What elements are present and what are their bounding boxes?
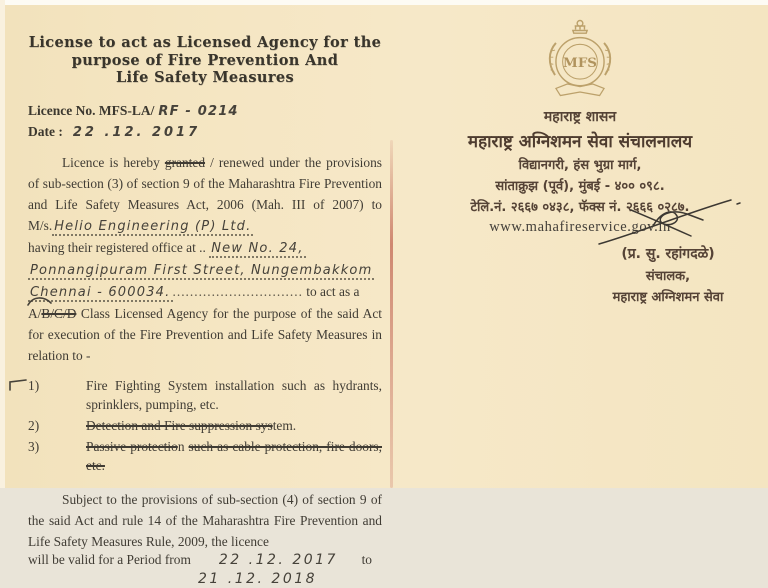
class-selection <box>28 306 76 321</box>
list-item-3-number: 3) <box>28 438 40 454</box>
mfs-crest-emblem <box>541 18 619 100</box>
letterhead-website: www.mahafireservice.gov.in <box>489 219 671 235</box>
address-handwritten-line2: Ponnangipuram First Street, Nungembakkom <box>30 262 373 278</box>
title-line-1: License to act as Licensed Agency for the <box>28 34 382 51</box>
list-item-2-struck-text: Detection and Fire suppression sys <box>86 417 273 433</box>
list-gap <box>56 376 86 414</box>
dotted-leader: .............................. <box>172 283 303 299</box>
licence-text-column <box>28 34 382 588</box>
licence-date-label: Date : <box>28 123 63 139</box>
government-line: महाराष्ट्र शासन <box>543 109 617 125</box>
list-item-2 <box>28 416 382 435</box>
title-line-2: purpose of Fire Prevention And <box>71 51 339 69</box>
valid-to-date-handwritten: 21 .12. 2018 <box>198 570 318 587</box>
list-item-2-text <box>86 416 382 435</box>
directorate-title: महाराष्ट्र अग्निशमन सेवा संचालनालय <box>467 132 693 152</box>
page-fold-line <box>390 140 393 488</box>
letterhead-phone-fax: टेलि.नं. २६६७ ०४३८, फॅक्स नं. २६६६ ०२८७. <box>470 200 690 215</box>
measures-list <box>28 376 382 475</box>
list-item-3-plain-text: n <box>177 438 189 454</box>
page-title <box>28 34 382 87</box>
licence-number-handwritten-value: RF - 0214 <box>158 103 239 119</box>
handwritten-bracket-mark <box>8 378 28 394</box>
address-handwritten-line3: Chennai - 600034. <box>30 284 171 300</box>
list-item-1-number: 1) <box>28 377 40 393</box>
validity-lead-text: will be valid for a Period from <box>28 551 191 567</box>
list-gap <box>56 437 86 475</box>
scan-edge-top <box>0 0 768 5</box>
list-item-3-struck-text-1: Passive protectio <box>86 438 178 454</box>
emblem-monogram-text: MFS <box>563 55 597 72</box>
struck-word-granted: granted <box>164 154 206 170</box>
signatory-designation: संचालक, <box>645 269 691 284</box>
letterhead-address-line2: सांताक्रुझ (पूर्व), मुंबई - ४०० ०९८. <box>495 179 665 194</box>
licence-paragraph-2 <box>28 489 382 552</box>
act-as-text: to act as a <box>302 283 360 299</box>
to-word: to <box>361 551 372 567</box>
paragraph-1-continuation: / renewed under the provisions of sub-section (3) of section 9 of the Maharashtra Fire Prevention and Life Safety Measures Act, 2006 (Mah. III of 2007) to M/s. <box>28 154 382 233</box>
licence-date-handwritten-value: 22 .12. 2017 <box>72 124 201 140</box>
licence-number-row <box>28 103 382 119</box>
registered-office-lead: having their registered office at .. <box>28 239 206 255</box>
list-item-3-struck-text-2: such as cable protection, fire doors, etc. <box>86 438 382 473</box>
list-item-1 <box>28 376 382 414</box>
list-item-1-text: Fire Fighting System installation such as hydrants, sprinklers, pumping, etc. <box>86 377 382 412</box>
class-a-kept: A/ <box>28 305 42 321</box>
company-name-handwritten: Helio Engineering (P) Ltd. <box>54 218 252 234</box>
list-item-2-number: 2) <box>28 417 40 433</box>
class-bcd-struck: B/C/D <box>41 305 77 321</box>
licence-date-row <box>28 124 382 140</box>
list-item-3-text <box>86 437 382 475</box>
list-gap <box>56 416 86 435</box>
validity-end-row <box>28 570 382 588</box>
valid-from-date-handwritten: 22 .12. 2017 <box>218 551 338 568</box>
list-item-2-plain-text: tem. <box>272 417 297 433</box>
paragraph-1-lead: Licence is hereby <box>62 154 165 170</box>
signature-block <box>575 200 761 305</box>
signatory-organisation: महाराष्ट्र अग्निशमन सेवा <box>612 290 724 305</box>
title-line-3: Life Safety Measures <box>115 69 295 86</box>
validity-period-row <box>28 552 382 568</box>
class-sentence-rest: Class Licensed Agency for the purpose of the said Act for execution of the Fire Prevention and Life Safety Measures in relation to - <box>28 305 382 363</box>
scan-edge-left <box>0 0 5 488</box>
paragraph-2-text: Subject to the provisions of sub-section (4) of section 9 of the said Act and rule 14 of the Maharashtra Fire Prevention and Life Safety Measures Rule, 2009, the licence <box>28 491 382 549</box>
licence-paragraph-1 <box>28 152 382 366</box>
licence-number-label: Licence No. MFS-LA/ <box>28 102 155 118</box>
handwritten-tick-over-class-a <box>26 294 52 308</box>
director-signature-scribble <box>595 196 745 248</box>
list-item-3 <box>28 437 382 475</box>
letterhead-address-line1: विद्यानगरी, हंस भुग्रा मार्ग, <box>518 158 642 173</box>
signatory-name: (प्र. सु. रहांगदळे) <box>621 246 715 262</box>
address-handwritten-line1: New No. 24, <box>211 240 304 256</box>
